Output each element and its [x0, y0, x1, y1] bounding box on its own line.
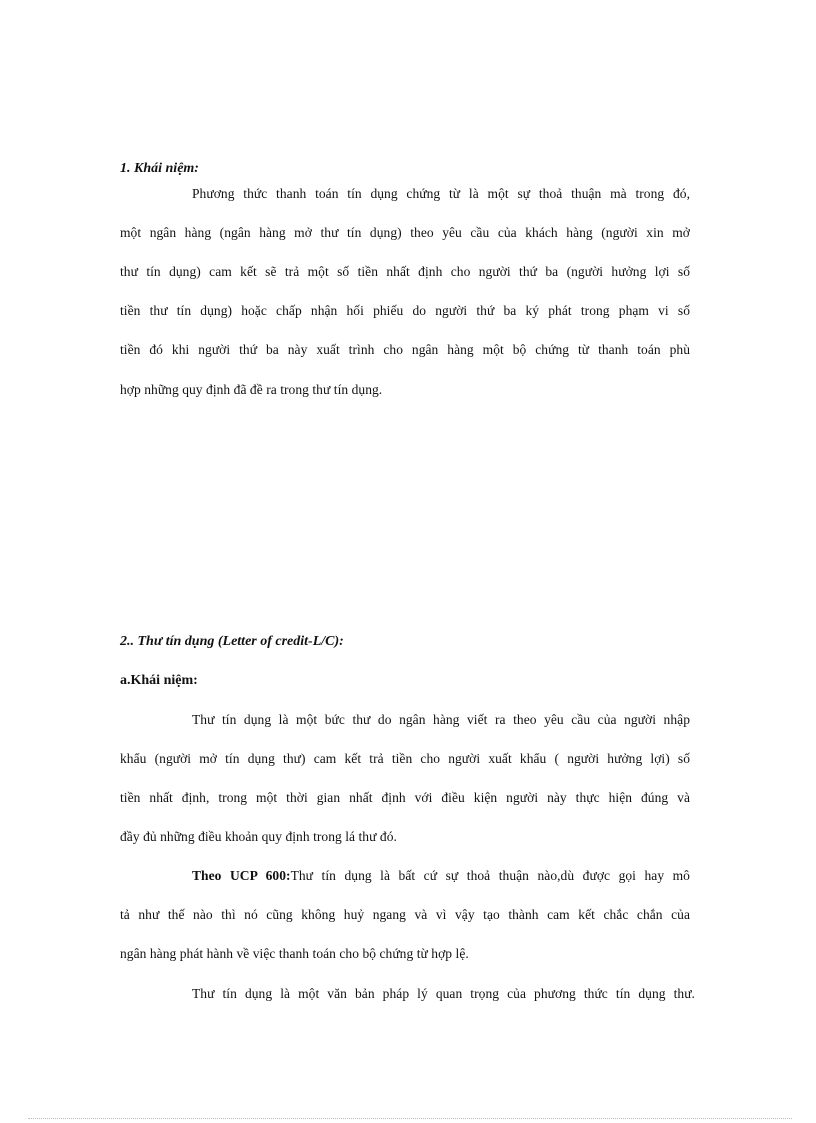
section-1-line-1: Phương thức thanh toán tín dụng chứng từ là một sự thoả thuận mà trong đó,: [192, 186, 690, 201]
ucp-lead: Theo UCP 600:: [192, 868, 291, 883]
ucp-line-3: ngân hàng phát hành về việc thanh toán cho bộ chứng từ hợp lệ.: [120, 946, 469, 961]
section-2a-line-4: đầy đủ những điều khoản quy định trong lá thư đó.: [120, 829, 397, 844]
page-bottom-rule: [28, 1118, 792, 1119]
section-2a-closing-line: Thư tín dụng là một văn bản pháp lý quan trọng của phương thức tín dụng thư.: [192, 986, 695, 1001]
section-2a-line-3: tiền nhất định, trong một thời gian nhất định với điều kiện người này thực hiện đúng và: [120, 790, 690, 805]
section-1-line-6: hợp những quy định đã đề ra trong thư tín dụng.: [120, 382, 383, 397]
section-1-line-5: tiền đó khi người thứ ba này xuất trình cho ngân hàng một bộ chứng từ thanh toán phù: [120, 342, 690, 357]
ucp-line-1: [192, 868, 690, 884]
section-1-line-4: tiền thư tín dụng) hoặc chấp nhận hối phiếu do người thứ ba ký phát trong phạm vi số: [120, 303, 690, 318]
section-2a-line-1: Thư tín dụng là một bức thư do ngân hàng viết ra theo yêu cầu của người nhập: [192, 712, 690, 727]
section-1-line-3: thư tín dụng) cam kết sẽ trả một số tiền nhất định cho người thứ ba (người hưởng lợi số: [120, 264, 690, 279]
section-2-heading: 2.. Thư tín dụng (Letter of credit-L/C):: [120, 634, 344, 649]
section-2a-subheading: a.Khái niệm:: [120, 673, 198, 688]
section-2a-line-2: khẩu (người mở tín dụng thư) cam kết trả tiền cho người xuất khẩu ( người hưởng lợi) số: [120, 751, 690, 766]
ucp-line-1-text: Thư tín dụng là bất cứ sự thoả thuận nào,dù được gọi hay mô: [290, 868, 690, 883]
ucp-line-2: tả như thế nào thì nó cũng không huỷ ngang và vì vậy tạo thành cam kết chắc chắn của: [120, 907, 690, 922]
section-1-heading: 1. Khái niệm:: [120, 161, 199, 176]
section-1-line-2: một ngân hàng (ngân hàng mở thư tín dụng) theo yêu cầu của khách hàng (người xin mở: [120, 225, 690, 240]
